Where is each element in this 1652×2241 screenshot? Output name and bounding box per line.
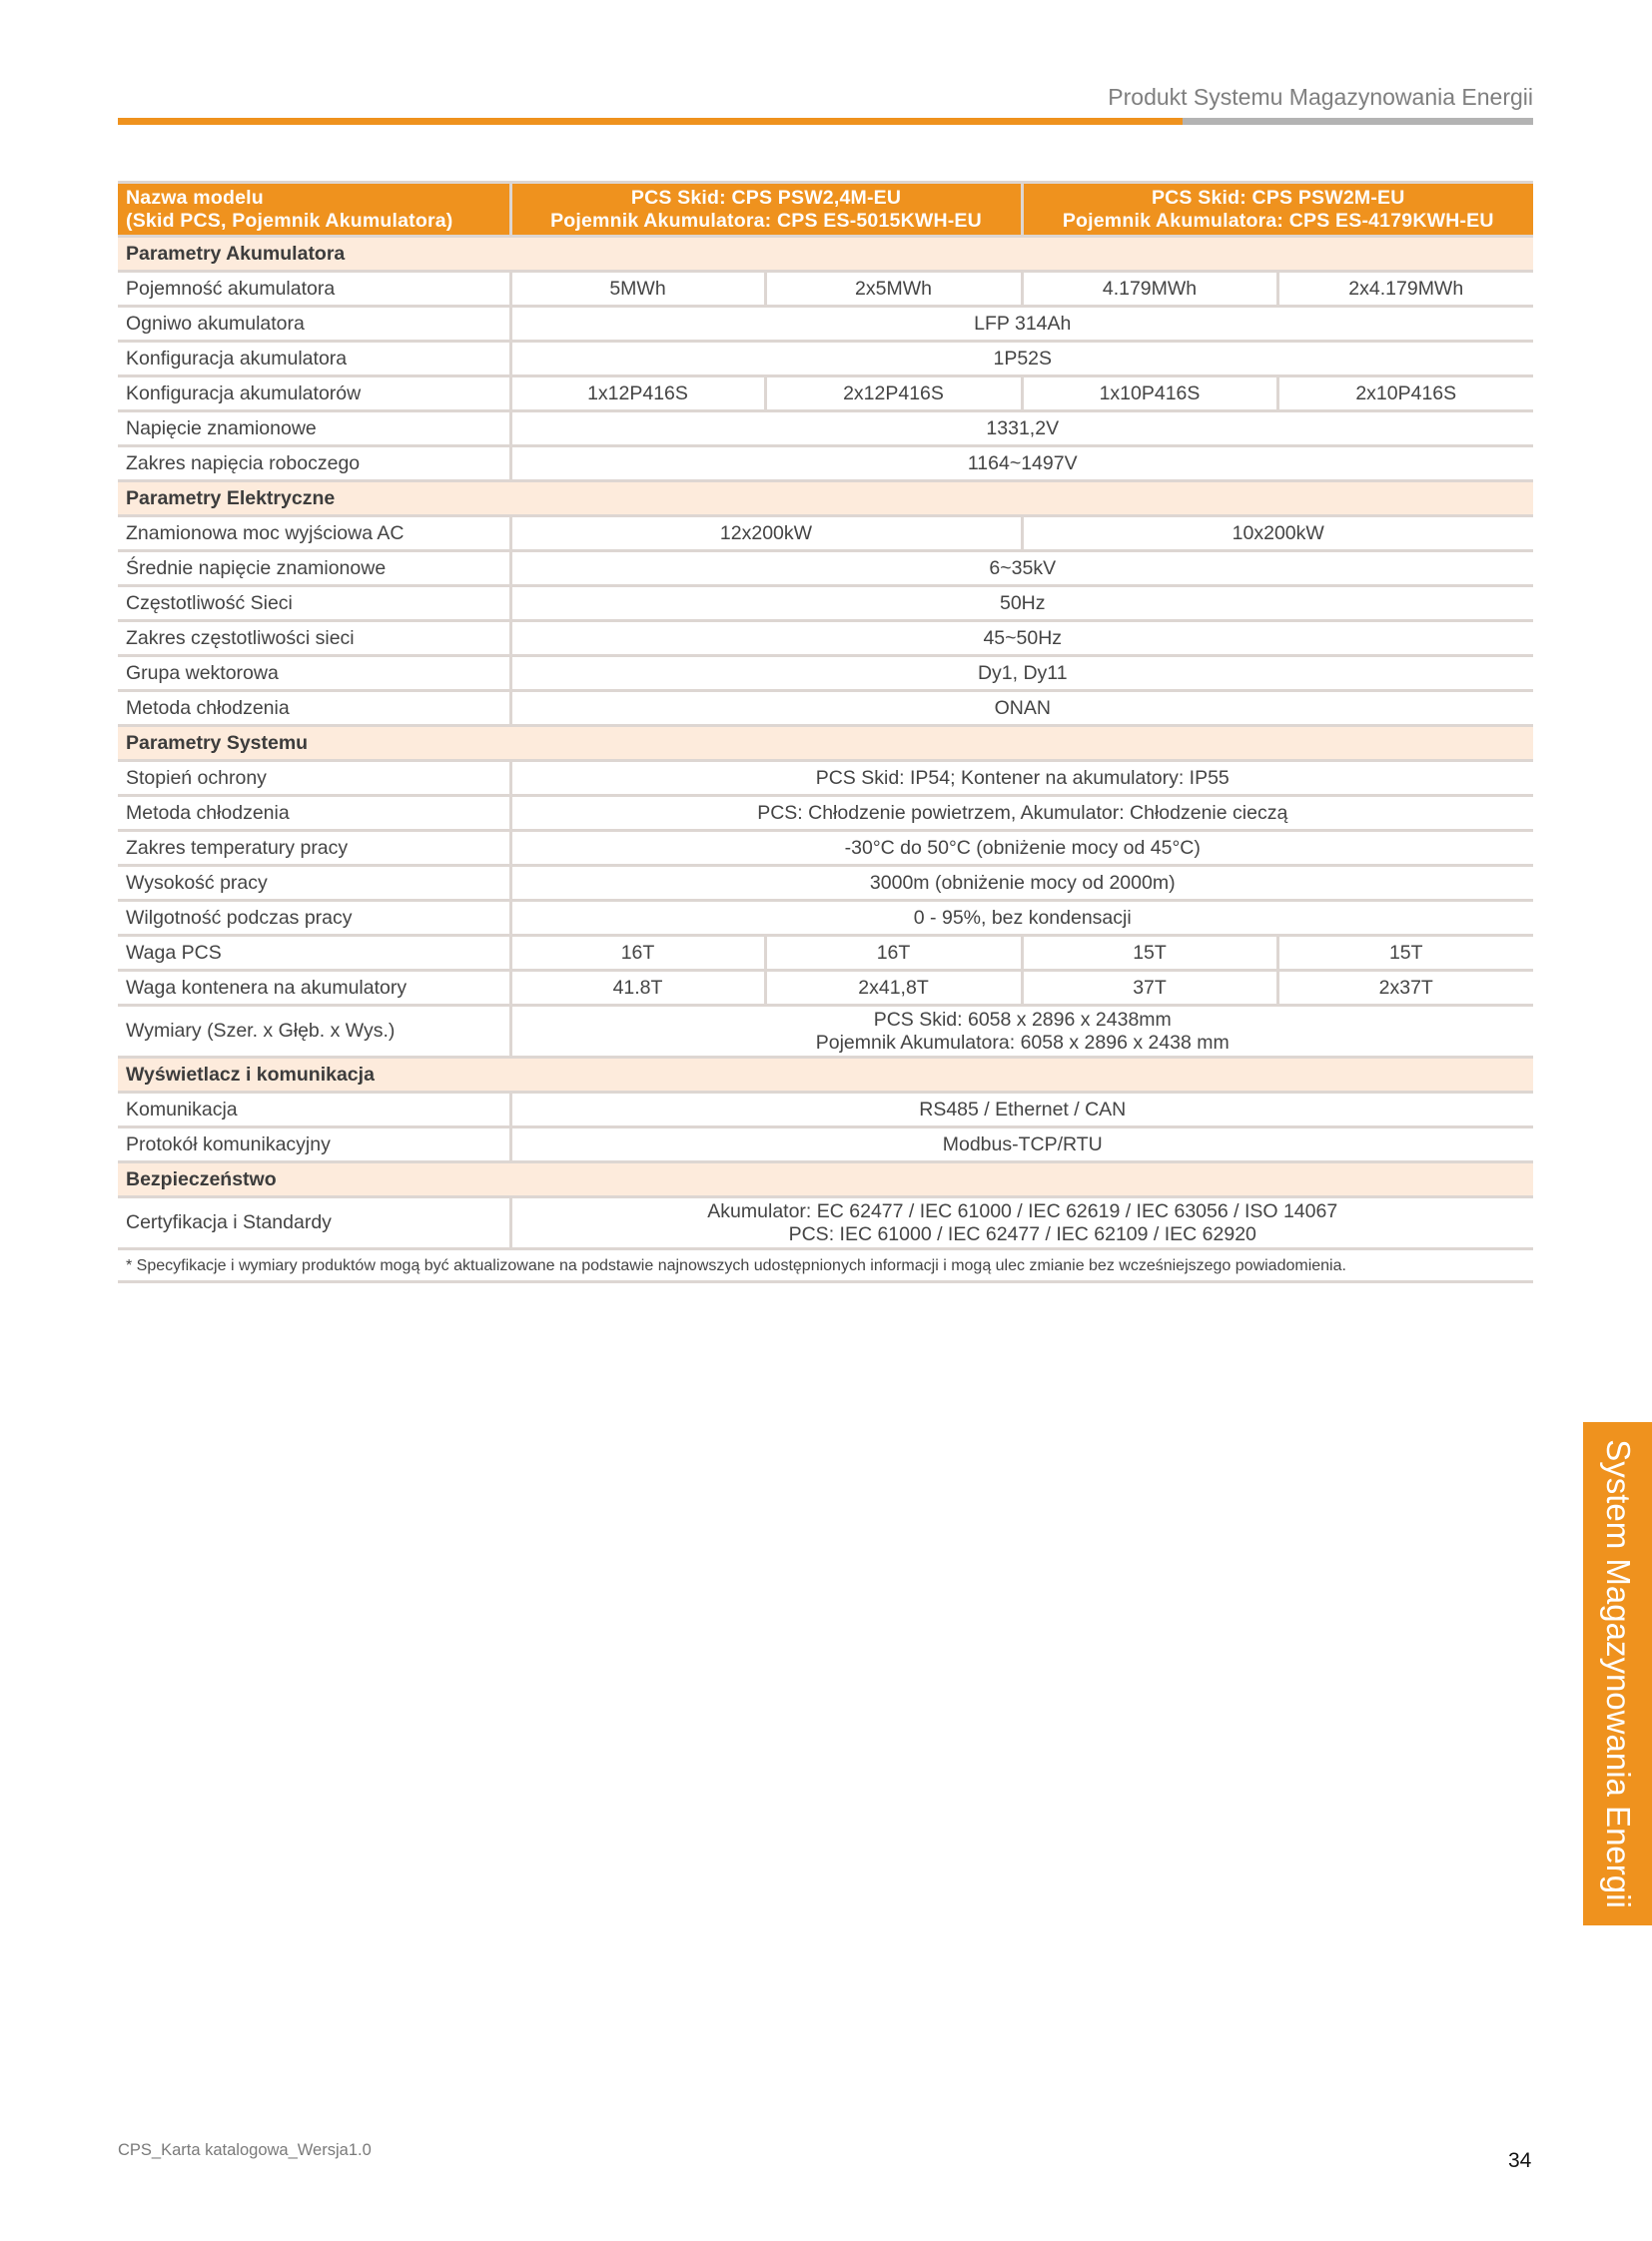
table-row <box>118 551 1533 586</box>
table-row <box>118 971 1533 1006</box>
row-label: Wymiary (Szer. x Głęb. x Wys.) <box>118 1006 510 1058</box>
row-value: -30°C do 50°C (obniżenie mocy od 45°C) <box>510 831 1533 866</box>
row-value: 12x200kW <box>510 516 1022 551</box>
row-value: 41.8T <box>510 971 765 1006</box>
table-row <box>118 936 1533 971</box>
header-divider-accent <box>118 118 1183 125</box>
row-label: Metoda chłodzenia <box>118 691 510 726</box>
row-label: Konfiguracja akumulatora <box>118 342 510 376</box>
header-model-a <box>510 183 1022 237</box>
section-title-system: Parametry Systemu <box>118 726 1533 761</box>
row-value: 0 - 95%, bez kondensacji <box>510 901 1533 936</box>
row-value: PCS Skid: IP54; Kontener na akumulatory: IP55 <box>510 761 1533 796</box>
dimensions-line2: Pojemnik Akumulatora: 6058 x 2896 x 2438 mm <box>815 1031 1230 1054</box>
row-value: 2x12P416S <box>765 376 1022 411</box>
side-tab-label: System Magazynowania Energii <box>1599 1439 1637 1908</box>
row-label: Zakres napięcia roboczego <box>118 446 510 481</box>
dimensions-line1: PCS Skid: 6058 x 2896 x 2438mm <box>873 1008 1172 1031</box>
table-header-row <box>118 183 1533 237</box>
side-section-tab <box>1583 1422 1652 1925</box>
row-value: 2x37T <box>1277 971 1533 1006</box>
certification-line1: Akumulator: EC 62477 / IEC 61000 / IEC 62619 / IEC 63056 / ISO 14067 <box>707 1199 1338 1222</box>
table-row <box>118 446 1533 481</box>
table-row <box>118 901 1533 936</box>
row-value: LFP 314Ah <box>510 307 1533 342</box>
row-value: Modbus-TCP/RTU <box>510 1127 1533 1162</box>
row-value <box>510 1006 1533 1058</box>
row-value: 1331,2V <box>510 411 1533 446</box>
certification-line2: PCS: IEC 61000 / IEC 62477 / IEC 62109 / IEC 62920 <box>788 1222 1256 1245</box>
section-row <box>118 1162 1533 1197</box>
row-value: 2x10P416S <box>1277 376 1533 411</box>
row-label: Zakres częstotliwości sieci <box>118 621 510 656</box>
footer-document-name: CPS_Karta katalogowa_Wersja1.0 <box>118 2141 372 2159</box>
row-value: 2x5MWh <box>765 272 1022 307</box>
row-label: Znamionowa moc wyjściowa AC <box>118 516 510 551</box>
section-title-electrical: Parametry Elektryczne <box>118 481 1533 516</box>
header-model-b <box>1022 183 1533 237</box>
specification-table <box>118 181 1533 1283</box>
section-row <box>118 1058 1533 1093</box>
row-label: Napięcie znamionowe <box>118 411 510 446</box>
table-row <box>118 516 1533 551</box>
row-value: 2x4.179MWh <box>1277 272 1533 307</box>
row-value: 10x200kW <box>1022 516 1533 551</box>
table-row <box>118 411 1533 446</box>
row-value: 1x10P416S <box>1022 376 1277 411</box>
row-value <box>510 1197 1533 1249</box>
row-value: 1164~1497V <box>510 446 1533 481</box>
header-model-a-line1: PCS Skid: CPS PSW2,4M-EU <box>630 186 902 209</box>
row-label: Metoda chłodzenia <box>118 796 510 831</box>
row-label: Waga PCS <box>118 936 510 971</box>
header-model-name <box>118 183 510 237</box>
section-title-display: Wyświetlacz i komunikacja <box>118 1058 1533 1093</box>
row-value: ONAN <box>510 691 1533 726</box>
page-header-title: Produkt Systemu Magazynowania Energii <box>1108 84 1533 110</box>
row-label: Konfiguracja akumulatorów <box>118 376 510 411</box>
row-label: Waga kontenera na akumulatory <box>118 971 510 1006</box>
row-label: Ogniwo akumulatora <box>118 307 510 342</box>
row-value: 1P52S <box>510 342 1533 376</box>
row-value: Dy1, Dy11 <box>510 656 1533 691</box>
section-row <box>118 237 1533 272</box>
row-value: 2x41,8T <box>765 971 1022 1006</box>
row-value: 4.179MWh <box>1022 272 1277 307</box>
table-row <box>118 866 1533 901</box>
section-row <box>118 726 1533 761</box>
table-row <box>118 307 1533 342</box>
row-label: Grupa wektorowa <box>118 656 510 691</box>
table-row <box>118 1197 1533 1249</box>
footnote-row <box>118 1249 1533 1282</box>
row-label: Średnie napięcie znamionowe <box>118 551 510 586</box>
header-model-b-line2: Pojemnik Akumulatora: CPS ES-4179KWH-EU <box>1062 209 1494 232</box>
table-row <box>118 1127 1533 1162</box>
table-row <box>118 272 1533 307</box>
table-row <box>118 342 1533 376</box>
row-value: 1x12P416S <box>510 376 765 411</box>
row-value: 16T <box>765 936 1022 971</box>
row-label: Komunikacja <box>118 1093 510 1127</box>
table-row <box>118 586 1533 621</box>
row-label: Zakres temperatury pracy <box>118 831 510 866</box>
footnote: * Specyfikacje i wymiary produktów mogą być aktualizowane na podstawie najnowszych udostępnionych informacji i mogą ulec zmianie bez wcześniejszego powiadomienia. <box>118 1249 1533 1282</box>
table-row <box>118 1093 1533 1127</box>
row-label: Częstotliwość Sieci <box>118 586 510 621</box>
header-label-line1: Nazwa modelu <box>126 186 264 209</box>
table-row <box>118 761 1533 796</box>
row-value: 15T <box>1277 936 1533 971</box>
row-value: 5MWh <box>510 272 765 307</box>
row-label: Wilgotność podczas pracy <box>118 901 510 936</box>
row-value: 3000m (obniżenie mocy od 2000m) <box>510 866 1533 901</box>
table-row <box>118 656 1533 691</box>
row-value: 6~35kV <box>510 551 1533 586</box>
row-value: RS485 / Ethernet / CAN <box>510 1093 1533 1127</box>
row-label: Stopień ochrony <box>118 761 510 796</box>
section-title-safety: Bezpieczeństwo <box>118 1162 1533 1197</box>
row-label: Certyfikacja i Standardy <box>118 1197 510 1249</box>
row-value: 15T <box>1022 936 1277 971</box>
header-label-line2: (Skid PCS, Pojemnik Akumulatora) <box>126 209 453 232</box>
table-row <box>118 831 1533 866</box>
row-value: 16T <box>510 936 765 971</box>
section-title-battery: Parametry Akumulatora <box>118 237 1533 272</box>
header-model-b-line1: PCS Skid: CPS PSW2M-EU <box>1151 186 1405 209</box>
row-label: Pojemność akumulatora <box>118 272 510 307</box>
page-number: 34 <box>1508 2149 1532 2172</box>
row-value: 45~50Hz <box>510 621 1533 656</box>
row-label: Protokół komunikacyjny <box>118 1127 510 1162</box>
row-value: 37T <box>1022 971 1277 1006</box>
table-row <box>118 376 1533 411</box>
table-row <box>118 621 1533 656</box>
table-row <box>118 1006 1533 1058</box>
header-model-a-line2: Pojemnik Akumulatora: CPS ES-5015KWH-EU <box>550 209 982 232</box>
header-divider-bar <box>118 118 1533 125</box>
section-row <box>118 481 1533 516</box>
row-value: PCS: Chłodzenie powietrzem, Akumulator: Chłodzenie cieczą <box>510 796 1533 831</box>
table-row <box>118 691 1533 726</box>
row-label: Wysokość pracy <box>118 866 510 901</box>
table-row <box>118 796 1533 831</box>
row-value: 50Hz <box>510 586 1533 621</box>
